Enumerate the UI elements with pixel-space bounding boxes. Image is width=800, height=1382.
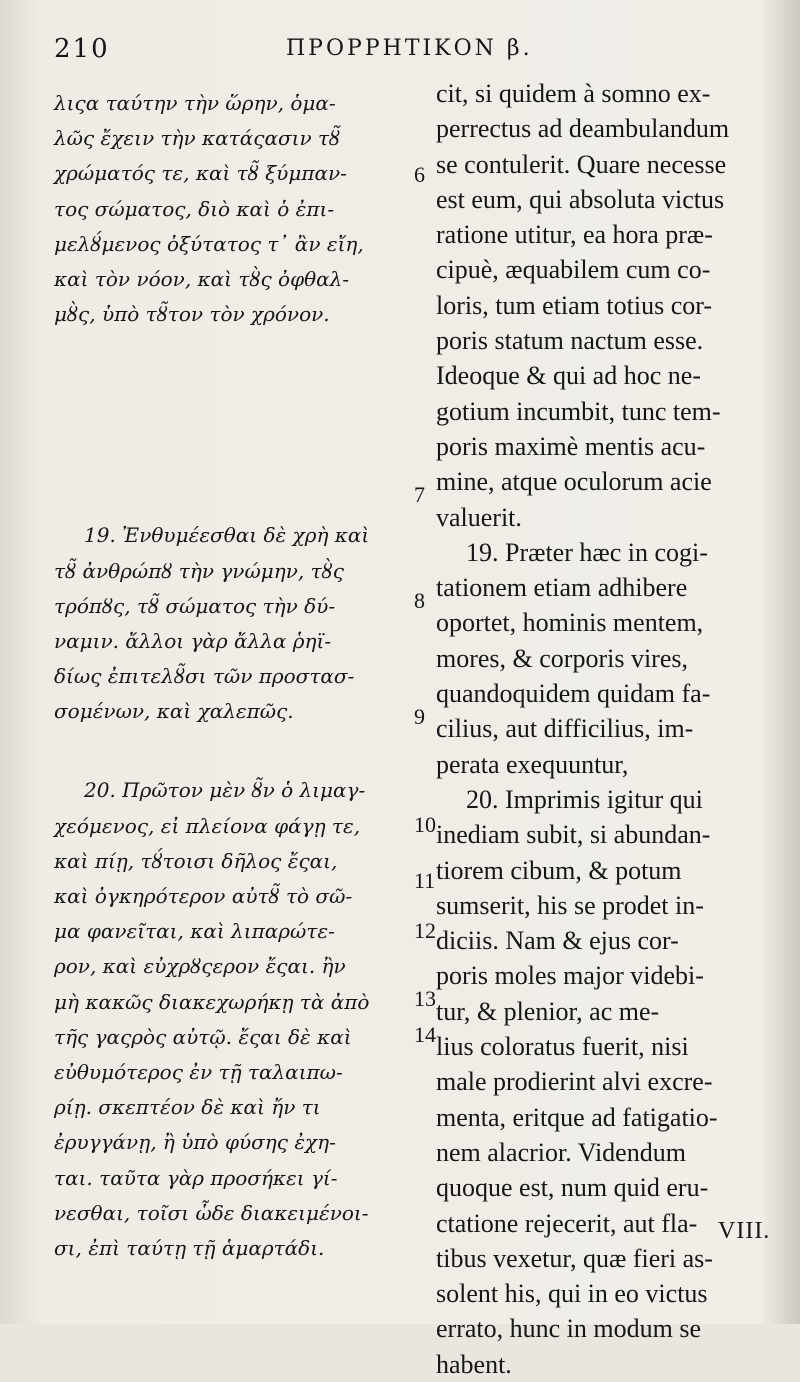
margin-number: 12 <box>414 918 436 943</box>
greek-spacer <box>54 729 414 773</box>
latin-line: perrectus ad deambulandum <box>436 114 730 144</box>
latin-line: sumserit, his se prodet in- <box>436 890 704 920</box>
greek-line: χρώματός τε, καὶ τȣ̃ ξύμπαν- <box>54 161 347 186</box>
latin-line: menta, eritque ad fatigatio- <box>436 1102 718 1132</box>
catchword: VIII. <box>718 1218 771 1244</box>
latin-line: poris statum nactum esse. <box>436 326 704 356</box>
latin-line: male prodierint alvi excre- <box>436 1067 713 1097</box>
latin-column <box>436 76 770 1382</box>
greek-line: δίως ἐπιτελȣ̃σι τῶν προστασ- <box>54 664 355 689</box>
running-title: ΠΡΟΡΡΗΤΙΚΟΝ β. <box>286 36 533 61</box>
latin-line: tibus vexetur, quæ fieri as- <box>436 1243 713 1273</box>
latin-line: Ideoque & qui ad hoc ne- <box>436 361 701 391</box>
latin-line: tur, & plenior, ac me- <box>436 996 660 1026</box>
greek-line: καὶ ὀγκηρότερον αὐτȣ̃ τὸ σῶ- <box>54 884 353 908</box>
latin-line: mores, & corporis vires, <box>436 643 689 673</box>
margin-number: 13 <box>414 986 436 1011</box>
latin-line: quoque est, num quid eru- <box>436 1173 709 1203</box>
greek-line: λῶς ἔχειν τὴν κατάςασιν τȣ̃ <box>54 126 341 151</box>
margin-number: 7 <box>414 482 425 507</box>
latin-line: se contulerit. Quare necesse <box>436 149 727 179</box>
page-header <box>54 34 770 74</box>
latin-line: perata exequuntur, <box>436 749 629 779</box>
greek-section-19-heading: 19. Ἐνθυμέεσθαι δὲ χρὴ καὶ <box>84 523 370 548</box>
latin-line: cilius, aut difficilius, im- <box>436 714 694 744</box>
latin-line: ctatione rejecerit, aut fla- <box>436 1208 698 1238</box>
latin-section-20-heading: 20. Imprimis igitur qui <box>466 784 703 814</box>
page-number: 210 <box>54 34 110 64</box>
greek-line: ἐρυγγάνῃ, ἢ ὑπὸ φύσης ἐχη- <box>54 1130 336 1155</box>
latin-line: ratione utitur, ea hora præ- <box>436 220 713 250</box>
latin-line: inediam subit, si abundan- <box>436 820 711 850</box>
greek-line: τῆς γαςρὸς αὐτῷ. ἔςαι δὲ καὶ <box>54 1024 352 1049</box>
margin-number: 11 <box>414 868 436 893</box>
greek-spacer <box>54 332 414 518</box>
latin-line: tiorem cibum, & potum <box>436 855 682 885</box>
greek-line: ρον, καὶ εὐχρȣςερον ἔςαι. ἢν <box>54 954 346 979</box>
latin-line: cit, si quidem à somno ex- <box>436 79 711 108</box>
latin-line: solent his, qui in eo victus <box>436 1279 708 1309</box>
greek-column <box>54 86 414 1266</box>
latin-line: errato, hunc in modum se <box>436 1314 701 1344</box>
greek-line: χεόμενος, εἰ πλείονα φάγῃ τε, <box>54 813 361 838</box>
greek-line: νεσθαι, τοῖσι ὧδε διακειμένοι- <box>54 1200 369 1225</box>
margin-number: 14 <box>414 1022 436 1047</box>
latin-line: lius coloratus fuerit, nisi <box>436 1032 689 1062</box>
latin-line: tationem etiam adhibere <box>436 573 688 603</box>
greek-line: καὶ τὸν νόον, καὶ τȣ̀ς ὀφθαλ- <box>54 266 350 291</box>
latin-line: oportet, hominis mentem, <box>436 608 704 638</box>
latin-line: poris moles major videbi- <box>436 961 704 991</box>
greek-line: τος σώματος, διὸ καὶ ὁ ἐπι- <box>54 196 335 221</box>
greek-line: σομένων, καὶ χαλεπῶς. <box>54 699 294 724</box>
margin-number: 10 <box>414 812 436 837</box>
greek-line: μȣ̀ς, ὑπὸ τȣ̃τον τὸν χρόνον. <box>54 302 330 327</box>
greek-line: μελȣ́μενος ὀξύτατος τ᾽ ἂν εἴη, <box>54 231 364 256</box>
latin-section-19-heading: 19. Præter hæc in cogi- <box>466 537 708 567</box>
latin-line: diciis. Nam & ejus cor- <box>436 926 679 956</box>
latin-line: mine, atque oculorum acie <box>436 467 712 497</box>
latin-line: valuerit. <box>436 502 522 532</box>
greek-line: καὶ πίῃ, τȣ́τοισι δῆλος ἔςαι, <box>54 848 338 873</box>
latin-line: gotium incumbit, tunc tem- <box>436 396 721 426</box>
margin-number: 8 <box>414 588 425 613</box>
margin-number: 6 <box>414 162 425 187</box>
greek-line: ναμιν. ἄλλοι γὰρ ἄλλα ῥηϊ- <box>54 628 332 653</box>
latin-line: est eum, qui absoluta victus <box>436 184 725 214</box>
latin-line: quandoquidem quidam fa- <box>436 679 711 709</box>
latin-line: habent. <box>436 1349 512 1379</box>
greek-line: εὐθυμότερος ἐν τῇ ταλαιπω- <box>54 1059 343 1084</box>
greek-line: τȣ̃ ἀνθρώπȣ τὴν γνώμην, τȣ̀ς <box>54 558 344 583</box>
latin-line: cipuè, æquabilem cum co- <box>436 255 711 285</box>
greek-line: ται. ταῦτα γὰρ προσήκει γί- <box>54 1165 338 1190</box>
latin-line: poris maximè mentis acu- <box>436 431 706 461</box>
greek-line: μὴ κακῶς διακεχωρήκῃ τὰ ἀπὸ <box>54 989 370 1014</box>
greek-line: λιςα ταύτην τὴν ὥρην, ὁμα- <box>54 91 336 115</box>
greek-section-20-heading: 20. Πρῶτον μὲν ȣ̃ν ὁ λιμαγ- <box>84 778 366 803</box>
latin-line: loris, tum etiam totius cor- <box>436 290 713 320</box>
margin-number: 9 <box>414 704 425 729</box>
greek-line: σι, ἐπὶ ταύτῃ τῇ ἁμαρτάδι. <box>54 1235 325 1260</box>
greek-line: ρίῃ. σκεπτέον δὲ καὶ ἤν τι <box>54 1095 321 1120</box>
latin-line: nem alacrior. Videndum <box>436 1137 686 1167</box>
greek-line: μα φανεῖται, καὶ λιπαρώτε- <box>54 919 335 944</box>
greek-line: τρόπȣς, τȣ̃ σώματος τὴν δύ- <box>54 593 336 618</box>
